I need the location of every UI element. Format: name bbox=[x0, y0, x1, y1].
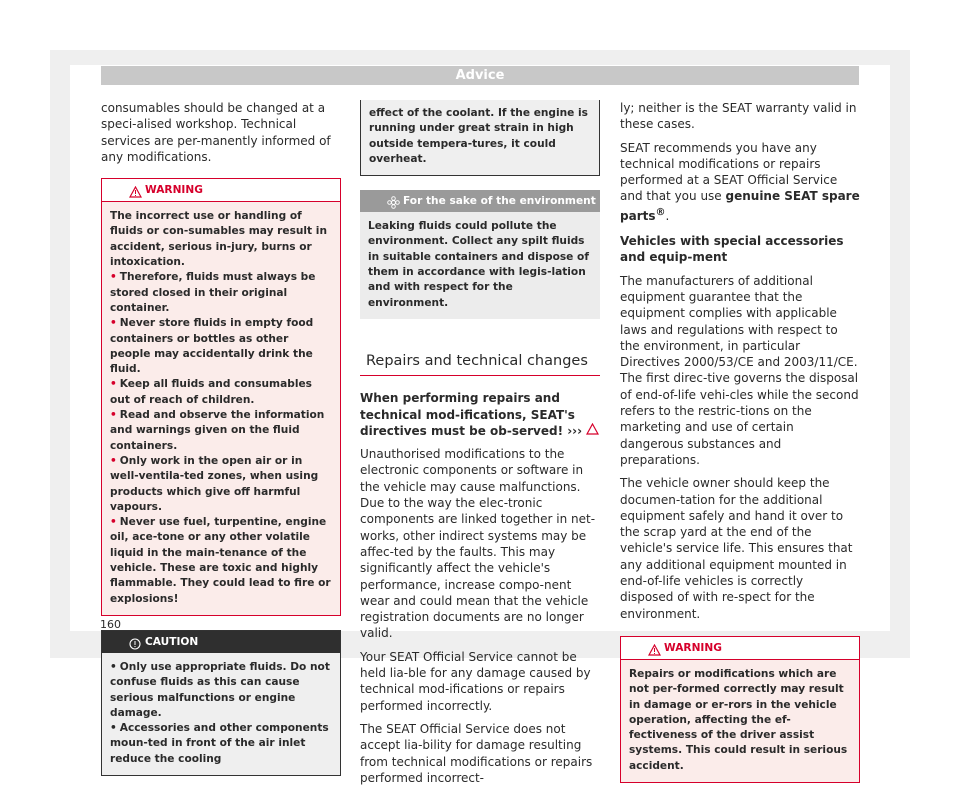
warning-box bbox=[620, 636, 860, 783]
body-paragraph: The vehicle owner should keep the documen-tation for the additional equipment safely and hand it over to the scrap yard at the end of the vehicle's service life. This ensures that any additional equipment mounted in end-of-life vehicles is correctly disposed of with re-spect for the environment. bbox=[620, 476, 853, 621]
caution-header bbox=[102, 631, 340, 653]
warning-item: • Read and observe the information and warnings given on the fluid containers. bbox=[110, 409, 325, 452]
page-number: 160 bbox=[100, 618, 121, 631]
caution-body bbox=[102, 653, 340, 775]
section-title: Repairs and technical changes bbox=[366, 352, 588, 369]
environment-box bbox=[360, 190, 600, 319]
body-paragraph: The SEAT Official Service does not accept lia-bility for damage resulting from technical modifications or repairs performed incorrect- bbox=[360, 721, 593, 785]
warning-item: • Therefore, fluids must always be stored closed in their original container. bbox=[110, 271, 316, 314]
warning-intro: The incorrect use or handling of fluids or con-sumables may result in accident, serious in-jury, burns or intoxication. bbox=[110, 210, 327, 269]
environment-header bbox=[360, 190, 600, 212]
warning-body bbox=[102, 202, 340, 615]
subheading: Vehicles with special accessories and equip-ment bbox=[620, 234, 844, 265]
warning-triangle-icon bbox=[129, 184, 142, 206]
warning-item: • Never use fuel, turpentine, engine oil, ace-tone or any other volatile liquid in the main-tenance of the vehicle. These are toxic and highly flammable. They could lead to fire or explosions! bbox=[110, 516, 331, 605]
warning-box bbox=[101, 178, 341, 616]
warning-label: WARNING bbox=[664, 641, 722, 654]
warning-header bbox=[102, 179, 340, 202]
warning-triangle-icon bbox=[648, 642, 661, 664]
lead-paragraph: When performing repairs and technical mod-ifications, SEAT's directives must be ob-served! ››› bbox=[360, 390, 600, 439]
caution-label: CAUTION bbox=[145, 635, 199, 648]
warning-body: Repairs or modifications which are not per-formed correctly may result in damage or er-rors in the vehicle operation, affecting the ef-fectiveness of the driver assist systems. This could result in serious accident. bbox=[629, 667, 848, 772]
caution-box bbox=[101, 630, 341, 776]
warning-triangle-icon bbox=[586, 424, 599, 438]
caution-continued-text: effect of the coolant. If the engine is running under great strain in high outside tempera-tures, it could overheat. bbox=[369, 107, 588, 165]
warning-item: • Keep all fluids and consumables out of reach of children. bbox=[110, 378, 312, 406]
caution-box-continued bbox=[360, 100, 600, 176]
environment-body: Leaking fluids could pollute the environment. Collect any spilt fluids in suitable containers and dispose of them in accordance with legis-lation and with respect for the environment. bbox=[368, 220, 589, 309]
warning-item: • Never store fluids in empty food containers or bottles as other people may accidentally drink the fluid. bbox=[110, 317, 314, 376]
environment-flower-icon bbox=[387, 195, 400, 217]
column-2 bbox=[360, 100, 600, 793]
column-1 bbox=[101, 100, 341, 776]
caution-item: • Accessories and other components moun-ted in front of the air inlet reduce the cooling bbox=[110, 722, 329, 765]
column-3 bbox=[620, 100, 860, 783]
warning-label: WARNING bbox=[145, 184, 203, 197]
caution-circle-icon bbox=[129, 636, 141, 658]
section-header: Advice bbox=[101, 66, 859, 85]
body-paragraph: Your SEAT Official Service cannot be held lia-ble for any damage caused by technical mod-ifications or repairs performed incorrectly. bbox=[360, 649, 591, 713]
section-divider bbox=[360, 375, 600, 376]
body-paragraph: The manufacturers of additional equipment guarantee that the equipment complies with applicable laws and regulations with respect to the environment, in particular Directives 2000/53/CE and 2003/11/CE. The first direc-tive governs the disposal of end-of-life vehi-cles while the second refers to the restric-tions on the marketing and use of certain dangerous substances and preparations. bbox=[620, 273, 859, 467]
warning-header bbox=[621, 637, 859, 660]
body-paragraph: SEAT recommends you have any technical modifications or repairs performed at a SEAT Official Service and that you use genuine SEAT spare parts®. bbox=[620, 140, 860, 223]
caution-item: • Only use appropriate fluids. Do not confuse fluids as this can cause serious malfunctions or engine damage. bbox=[110, 660, 330, 719]
environment-label: For the sake of the environment bbox=[403, 195, 596, 208]
body-paragraph: Unauthorised modifications to the electronic components or software in the vehicle may cause malfunctions. Due to the way the elec-tronic components are linked together in net-works, other indirect systems may be affec-ted by the faults. This may significantly affect the vehicle's performance, increase compo-nent wear and could mean that the vehicle registration documents are no longer valid. bbox=[360, 447, 596, 641]
body-paragraph: ly; neither is the SEAT warranty valid in these cases. bbox=[620, 101, 857, 132]
intro-paragraph: consumables should be changed at a speci-alised workshop. Technical services are per-manently informed of any modifications. bbox=[101, 101, 331, 164]
warning-item: • Only work in the open air or in well-ventila-ted zones, when using products which give off harmful vapours. bbox=[110, 454, 319, 513]
